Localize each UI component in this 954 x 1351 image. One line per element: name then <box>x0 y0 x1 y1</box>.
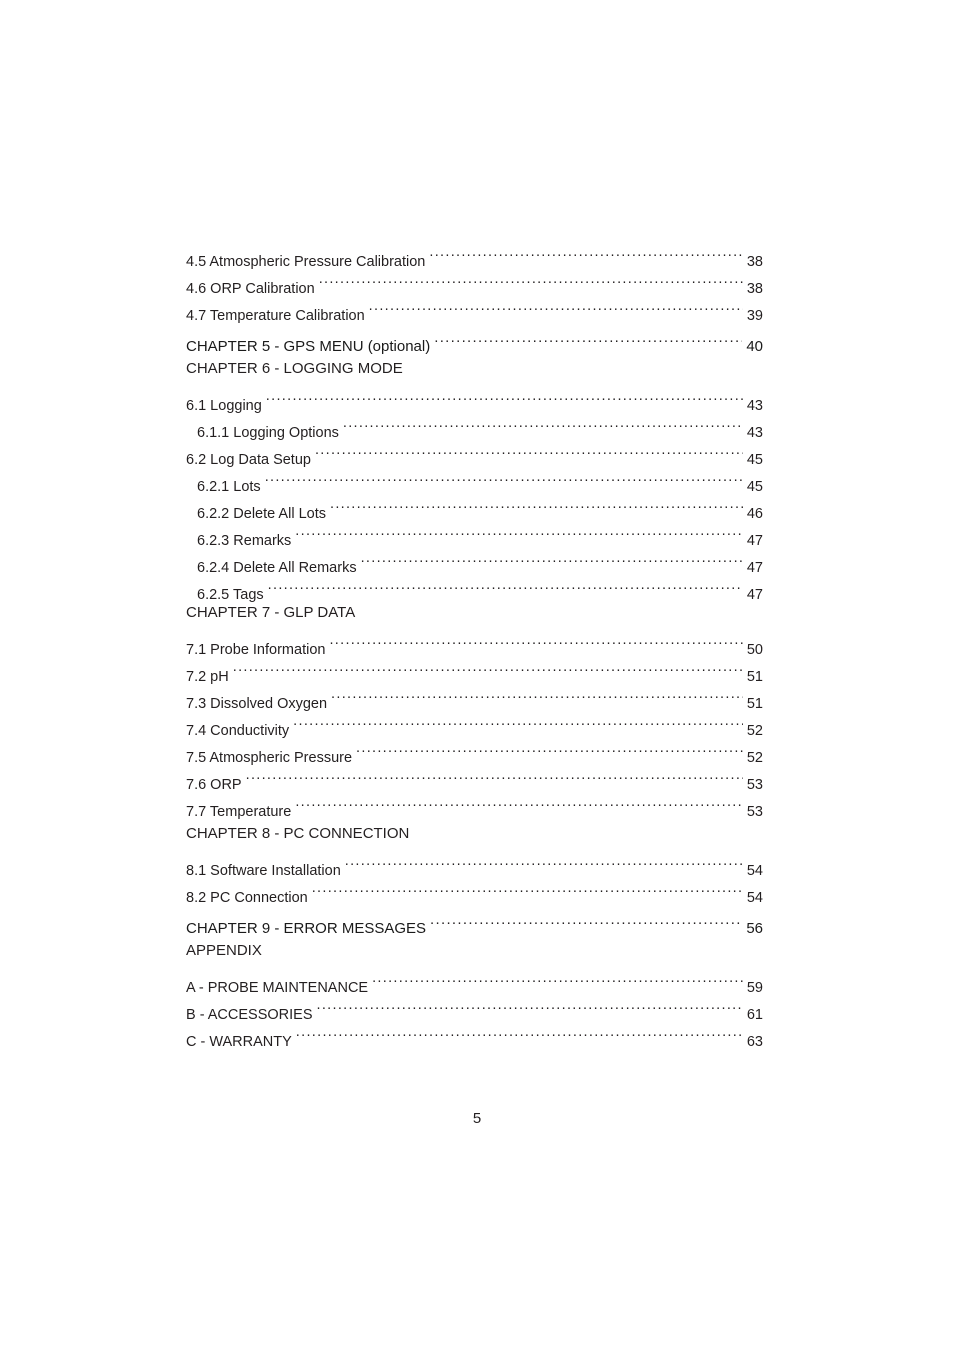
toc-entry <box>186 383 763 414</box>
toc-entry-label: 7.4 Conductivity <box>186 723 290 739</box>
table-of-contents <box>186 239 763 1050</box>
toc-entry-page: 59 <box>746 980 763 996</box>
toc-entry-label: 6.2.2 Delete All Lots <box>197 506 326 522</box>
dot-leader <box>429 239 742 266</box>
dot-leader <box>233 654 743 681</box>
toc-entry-page: 54 <box>746 863 763 879</box>
toc-entry-label: 6.2.3 Remarks <box>197 533 292 549</box>
toc-entry <box>186 762 763 793</box>
toc-entry-label: 4.7 Temperature Calibration <box>186 308 365 324</box>
toc-entry-label: CHAPTER 9 - ERROR MESSAGES <box>186 920 427 937</box>
dot-leader <box>296 1019 743 1046</box>
toc-entry-page: 52 <box>746 750 763 766</box>
toc-entry-label: APPENDIX <box>186 942 262 959</box>
dot-leader <box>295 518 743 545</box>
dot-leader <box>295 789 743 816</box>
toc-entry-label: 6.2 Log Data Setup <box>186 452 311 468</box>
dot-leader <box>356 735 743 762</box>
toc-entry-page: 63 <box>746 1034 763 1050</box>
toc-entry-label: 7.5 Atmospheric Pressure <box>186 750 353 766</box>
toc-entry-page: 45 <box>746 452 763 468</box>
dot-leader <box>369 293 743 320</box>
dot-leader <box>246 762 743 789</box>
toc-entry-label: CHAPTER 5 - GPS MENU (optional) <box>186 338 431 355</box>
toc-entry-page: 47 <box>746 533 763 549</box>
toc-entry-page: 53 <box>746 804 763 820</box>
toc-entry-page: 51 <box>746 669 763 685</box>
toc-entry <box>186 848 763 879</box>
dot-leader <box>317 992 743 1019</box>
toc-entry-label: B - ACCESSORIES <box>186 1007 313 1023</box>
dot-leader <box>372 965 743 992</box>
toc-entry-label: 6.1.1 Logging Options <box>197 425 339 441</box>
toc-entry-label: 6.2.5 Tags <box>197 587 264 603</box>
toc-entry-label: 7.3 Dissolved Oxygen <box>186 696 328 712</box>
toc-entry-label: 7.7 Temperature <box>186 804 292 820</box>
toc-entry <box>186 572 763 603</box>
toc-entry-label: C - WARRANTY <box>186 1034 292 1050</box>
toc-entry-page: 39 <box>746 308 763 324</box>
toc-entry-page: 45 <box>746 479 763 495</box>
dot-leader <box>312 875 743 902</box>
toc-entry-page: 38 <box>746 254 763 270</box>
toc-entry-label: A - PROBE MAINTENANCE <box>186 980 369 996</box>
toc-entry-page: 38 <box>746 281 763 297</box>
toc-entry-page: 43 <box>746 425 763 441</box>
toc-entry-label: CHAPTER 8 - PC CONNECTION <box>186 825 410 842</box>
toc-entry <box>186 491 763 522</box>
toc-entry <box>186 464 763 495</box>
toc-entry <box>186 239 763 270</box>
toc-entry <box>186 965 763 996</box>
dot-leader <box>361 545 743 572</box>
dot-leader <box>319 266 743 293</box>
dot-leader <box>266 383 743 410</box>
toc-entry-page: 46 <box>746 506 763 522</box>
toc-entry-label: CHAPTER 7 - GLP DATA <box>186 604 356 621</box>
dot-leader <box>343 410 743 437</box>
toc-entry-label: 8.2 PC Connection <box>186 890 308 906</box>
toc-entry <box>186 654 763 685</box>
toc-entry-page: 43 <box>746 398 763 414</box>
toc-entry <box>186 627 763 658</box>
dot-leader <box>434 324 742 351</box>
toc-entry-page: 54 <box>746 890 763 906</box>
toc-entry-label: 4.6 ORP Calibration <box>186 281 315 297</box>
toc-chapter-heading <box>186 355 763 383</box>
toc-entry-page: 53 <box>746 777 763 793</box>
toc-entry-label: 6.2.1 Lots <box>197 479 261 495</box>
toc-entry-label: 6.2.4 Delete All Remarks <box>197 560 357 576</box>
toc-entry-page: 47 <box>746 587 763 603</box>
toc-entry-label: CHAPTER 6 - LOGGING MODE <box>186 360 403 377</box>
toc-chapter-heading <box>186 599 763 627</box>
toc-entry-page: 56 <box>746 920 763 937</box>
dot-leader <box>345 848 743 875</box>
toc-entry <box>186 789 763 820</box>
toc-entry-page: 47 <box>746 560 763 576</box>
toc-entry-page: 40 <box>746 338 763 355</box>
dot-leader <box>315 437 743 464</box>
dot-leader <box>265 464 743 491</box>
toc-entry-label: 8.1 Software Installation <box>186 863 341 879</box>
toc-entry-label: 4.5 Atmospheric Pressure Calibration <box>186 254 426 270</box>
dot-leader <box>293 708 743 735</box>
dot-leader <box>331 681 743 708</box>
toc-entry-page: 61 <box>746 1007 763 1023</box>
page-number: 5 <box>472 1110 482 1127</box>
toc-entry-label: 7.6 ORP <box>186 777 242 793</box>
toc-entry-label: 7.2 pH <box>186 669 229 685</box>
toc-entry-page: 52 <box>746 723 763 739</box>
toc-entry-page: 50 <box>746 642 763 658</box>
dot-leader <box>430 906 742 933</box>
toc-entry <box>186 410 763 441</box>
toc-entry-label: 7.1 Probe Information <box>186 642 326 658</box>
toc-entry <box>186 681 763 712</box>
dot-leader <box>268 572 743 599</box>
toc-entry-label: 6.1 Logging <box>186 398 262 414</box>
toc-entry-page: 51 <box>746 696 763 712</box>
dot-leader <box>330 491 743 518</box>
dot-leader <box>329 627 742 654</box>
toc-chapter-heading <box>186 820 763 848</box>
